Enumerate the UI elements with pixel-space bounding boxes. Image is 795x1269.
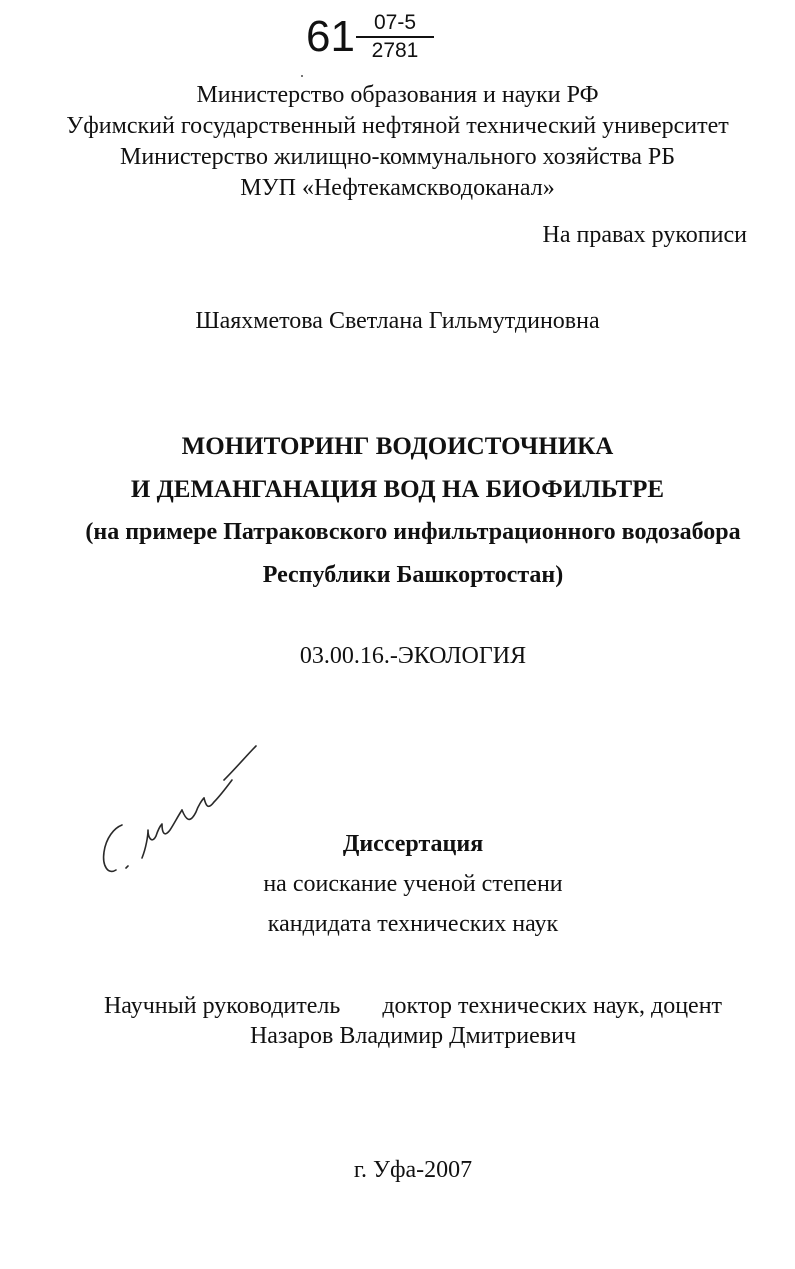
supervisor-name: Назаров Владимир Дмитриевич [249,1023,577,1049]
rights-note: На правах рукописи [542,222,747,248]
archive-stamp-numerator: 07-5 [373,11,417,34]
supervisor-role: Научный руководитель [103,993,341,1019]
title-line: И ДЕМАНГАНАЦИЯ ВОД НА БИОФИЛЬТРЕ [130,476,665,503]
archive-stamp-denominator: 2781 [371,39,419,62]
supervisor-block [0,991,795,1051]
dissertation-title [0,425,795,511]
ministry-line: Министерство образования и науки РФ [196,82,599,108]
scan-speck [301,75,303,77]
supervisor-line [0,991,795,1021]
dissertation-block [150,824,676,944]
ministry-line: Министерство жилищно-коммунального хозяйства РБ [120,144,675,170]
subtitle-line: (на примере Патраковского инфильтрационного водозабора [85,519,741,545]
ministry-line: Уфимский государственный нефтяной технический университет [66,113,729,139]
dissertation-heading: Диссертация [342,831,484,857]
degree-line: на соискание ученой степени [263,871,563,897]
specialty-code: 03.00.16.-ЭКОЛОГИЯ [299,643,527,669]
ministry-line: МУП «Нефтекамскводоканал» [240,175,555,201]
subtitle-line: Республики Башкортостан) [262,562,564,588]
dissertation-subtitle [0,511,795,597]
ministry-header [0,80,795,204]
supervisor-degree: доктор технических наук, доцент [382,993,723,1019]
author-name: Шаяхметова Светлана Гильмутдиновна [195,308,600,334]
degree-line: кандидата технических наук [267,911,559,937]
archive-stamp-number: 61 [306,12,355,61]
city-year: г. Уфа-2007 [353,1157,473,1183]
archive-stamp-fraction [356,10,434,64]
title-line: МОНИТОРИНГ ВОДОИСТОЧНИКА [181,433,614,460]
